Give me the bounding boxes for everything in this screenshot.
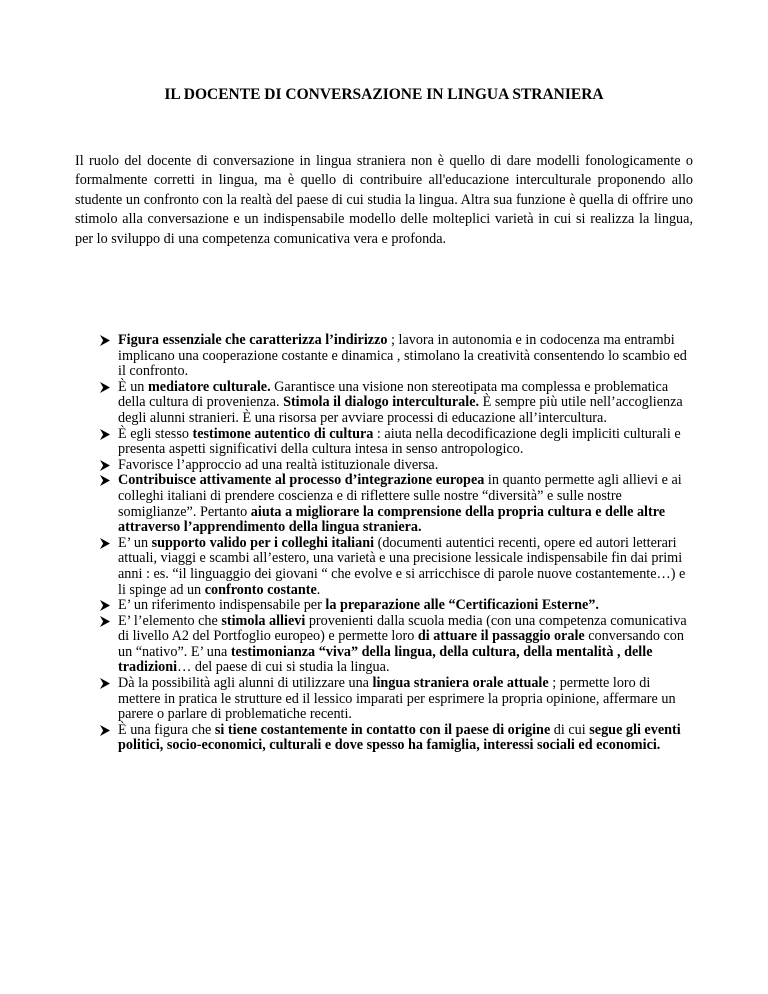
bullet-text: È una figura che	[118, 721, 215, 738]
bullet-item	[98, 333, 694, 380]
bullet-text: E’ un	[118, 534, 152, 551]
bullet-text: … del paese di cui si studia la lingua.	[177, 659, 390, 676]
arrowhead-bullet-icon	[98, 427, 112, 442]
bullet-bold-text: testimone autentico di cultura	[192, 425, 374, 442]
arrowhead-bullet-icon	[98, 676, 112, 691]
bullet-text: provenienti dalla scuola media (con una competenza comunicativa di livello A2 del Portfoglio europeo) e permette loro	[118, 612, 687, 645]
bullet-bold-text: Stimola il dialogo interculturale.	[283, 394, 480, 411]
bullet-item	[98, 380, 694, 427]
bullet-bold-text: Contribuisce attivamente al processo d’integrazione europea	[118, 472, 485, 489]
arrowhead-bullet-icon	[98, 333, 112, 348]
bullet-item	[98, 536, 694, 598]
bullet-bold-text: confronto costante	[204, 581, 317, 598]
bullet-list	[98, 333, 694, 754]
bullet-text: Favorisce l’approccio ad una realtà istituzionale diversa.	[118, 456, 439, 473]
bullet-item	[98, 427, 694, 458]
arrowhead-bullet-icon	[98, 598, 112, 613]
bullet-text: ; permette loro di mettere in pratica le strutture ed il lessico imparati per esprimere la propria opinione, affermare un parere o parlare di problematiche recenti.	[118, 675, 676, 723]
bullet-text: Garantisce una visione non stereotipata ma complessa e problematica della cultura di provenienza.	[118, 378, 669, 411]
bullet-bold-text: mediatore culturale.	[147, 378, 271, 395]
bullet-text: E’ l’elemento che	[118, 612, 222, 629]
bullet-bold-text: la preparazione alle “Certificazioni Esterne”.	[325, 597, 599, 614]
bullet-text: : aiuta nella decodificazione degli impliciti culturali e presenta aspetti significativi della cultura intesa in senso antropologico.	[118, 425, 681, 458]
arrowhead-bullet-icon	[98, 614, 112, 629]
arrowhead-bullet-icon	[98, 380, 112, 395]
bullet-text: .	[316, 581, 321, 598]
arrowhead-bullet-icon	[98, 536, 112, 551]
document-title: IL DOCENTE DI CONVERSAZIONE IN LINGUA STRANIERA	[164, 86, 604, 103]
intro-paragraph: Il ruolo del docente di conversazione in lingua straniera non è quello di dare modelli fonologicamente o formalmente corretti in lingua, ma è quello di contribuire all'educazione interculturale proponendo allo studente un confronto con la realtà del paese di cui studia la lingua. Altra sua funzione è quella di offrire uno stimolo alla conversazione e un indispensabile modello delle molteplici varietà in cui si realizza la lingua, per lo sviluppo di una competenza comunicativa vera e profonda.	[75, 153, 693, 247]
arrowhead-bullet-icon	[98, 723, 112, 738]
bullet-text: È un	[118, 378, 148, 395]
bullet-text: di cui	[550, 721, 590, 738]
bullet-bold-text: di attuare il passaggio orale	[417, 628, 585, 645]
bullet-bold-text: si tiene costantemente in contatto con il paese di origine	[214, 721, 551, 738]
bullet-bold-text: testimonianza “viva” della lingua, della cultura, della mentalità , delle tradizioni	[118, 643, 653, 676]
bullet-bold-text: segue gli eventi politici, socio-economici, culturali e dove spesso ha famiglia, interessi sociali ed economici.	[118, 721, 681, 754]
bullet-text: ; lavora in autonomia e in codocenza ma entrambi implicano una cooperazione costante e dinamica , stimolano la creatività consentendo lo scambio ed il confronto.	[118, 332, 687, 380]
bullet-bold-text: aiuta a migliorare la comprensione della propria cultura e delle altre attraverso l’apprendimento della lingua straniera.	[118, 503, 666, 536]
bullet-text: Dà la possibilità agli alunni di utilizzare una	[118, 675, 373, 692]
bullet-bold-text: supporto valido per i colleghi italiani	[151, 534, 375, 551]
bullet-item	[98, 473, 694, 535]
bullet-item	[98, 458, 694, 474]
arrowhead-bullet-icon	[98, 473, 112, 488]
bullet-text: È egli stesso	[118, 425, 193, 442]
bullet-bold-text: Figura essenziale che caratterizza l’indirizzo	[118, 332, 388, 348]
bullet-item	[98, 614, 694, 676]
bullet-text: (documenti autentici recenti, opere ed autori letterari attuali, viaggi e scambi all’estero, una varietà e una precisione lessicale indispensabile fin dai primi anni : es. “il linguaggio dei giovani “ che evolve e si arricchisce di parole nuove costantemente…) e li spinge ad un	[118, 534, 686, 598]
bullet-text: E’ un riferimento indispensabile per	[118, 597, 326, 614]
bullet-bold-text: stimola allievi	[221, 612, 306, 629]
bullet-item	[98, 598, 694, 614]
bullet-item	[98, 723, 694, 754]
bullet-text: È sempre più utile nell’accoglienza degli alunni stranieri. È una risorsa per avviare processi di educazione all’intercultura.	[118, 394, 683, 426]
bullet-text: conversando con un “nativo”. E’ una	[118, 628, 684, 660]
bullet-text: in quanto permette agli allievi e ai colleghi italiani di prendere coscienza e di riflettere sulle nostre “diversità” e sulle nostre somiglianze”. Pertanto	[118, 472, 682, 520]
arrowhead-bullet-icon	[98, 458, 112, 473]
bullet-item	[98, 676, 694, 723]
bullet-bold-text: lingua straniera orale attuale	[372, 675, 549, 692]
